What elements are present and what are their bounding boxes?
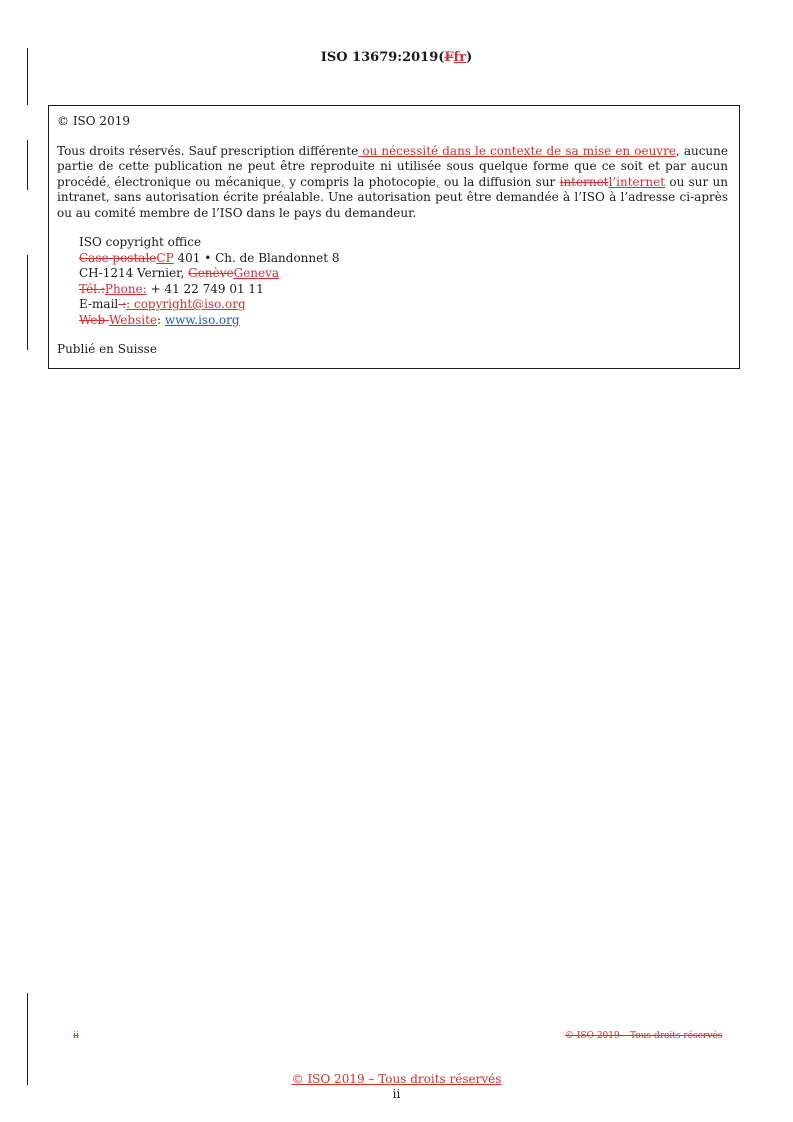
rights-deletion: internet — [559, 174, 609, 189]
rights-text: y compris la photocopie — [284, 174, 436, 189]
address-block — [79, 235, 728, 328]
rights-insertion: l’internet — [608, 174, 666, 189]
city-deleted: Genève — [188, 266, 234, 280]
address-phone — [79, 282, 728, 298]
rights-text: Tous droits réservés. Sauf prescription différente — [57, 143, 359, 158]
footer-copyright-deleted: © ISO 2019 – Tous droits réservés — [565, 1031, 723, 1041]
address-office: ISO copyright office — [79, 235, 202, 249]
header-title-inserted: fr — [453, 50, 467, 65]
page-footer — [0, 1072, 793, 1102]
page-number-deleted: ii — [73, 1031, 79, 1041]
change-bar — [27, 140, 28, 190]
rights-insertion: ou nécessité dans le contexte de sa mise en oeuvre — [358, 143, 676, 158]
phone-inserted: Phone: — [104, 281, 147, 296]
change-bar — [27, 255, 28, 350]
email-label: E-mail — [79, 297, 119, 311]
address-postbox — [79, 251, 728, 267]
address-email — [79, 297, 728, 313]
rights-insertion: , — [435, 174, 440, 189]
website-link[interactable]: www.iso.org — [164, 312, 240, 327]
header-title-deleted: F — [444, 50, 454, 65]
rights-insertion: , — [281, 174, 285, 189]
rights-text: ou la diffusion sur — [439, 174, 560, 189]
footer-copyright-inserted: © ISO 2019 – Tous droits réservés — [291, 1072, 502, 1086]
postbox-inserted: CP — [156, 250, 174, 265]
rights-insertion: , — [106, 174, 111, 189]
header-title-suffix: ) — [466, 50, 473, 65]
city-text: CH-1214 Vernier, — [79, 266, 189, 280]
published-in: Publié en Suisse — [57, 342, 157, 356]
web-separator: : — [157, 312, 165, 327]
email-link[interactable]: : copyright@iso.org — [126, 297, 246, 311]
rights-text: ou sur un intranet, sans autorisation écrite préalable. Une autorisation peut être demandée à l’ISO à l’adresse ci-après ou au comité membre de l’ISO dans le pays du demandeur. — [57, 174, 729, 220]
address-web — [79, 313, 728, 329]
page-number: ii — [392, 1087, 401, 1101]
email-deleted: : — [118, 297, 127, 311]
phone-deleted: Tél.: — [79, 281, 105, 296]
web-inserted: Website — [108, 312, 158, 327]
web-deleted: Web — [79, 312, 109, 327]
header-title-prefix: ISO 13679:2019( — [320, 50, 445, 65]
document-header — [0, 50, 793, 65]
rights-text: , aucune partie de cette publication ne peut être reproduite ni utilisée sous quelque forme que ce soit et par aucun procédé — [57, 143, 728, 189]
city-inserted: Geneva — [233, 266, 280, 280]
copyright-line: © ISO 2019 — [57, 114, 130, 128]
postbox-text: 401 • Ch. de Blandonnet 8 — [173, 250, 340, 265]
rights-paragraph — [57, 144, 728, 222]
postbox-deleted: Case postale — [79, 250, 157, 265]
address-city — [79, 266, 728, 282]
phone-number: + 41 22 749 01 11 — [146, 281, 264, 296]
rights-text: électronique ou mécanique — [110, 174, 282, 189]
copyright-box — [48, 105, 740, 369]
